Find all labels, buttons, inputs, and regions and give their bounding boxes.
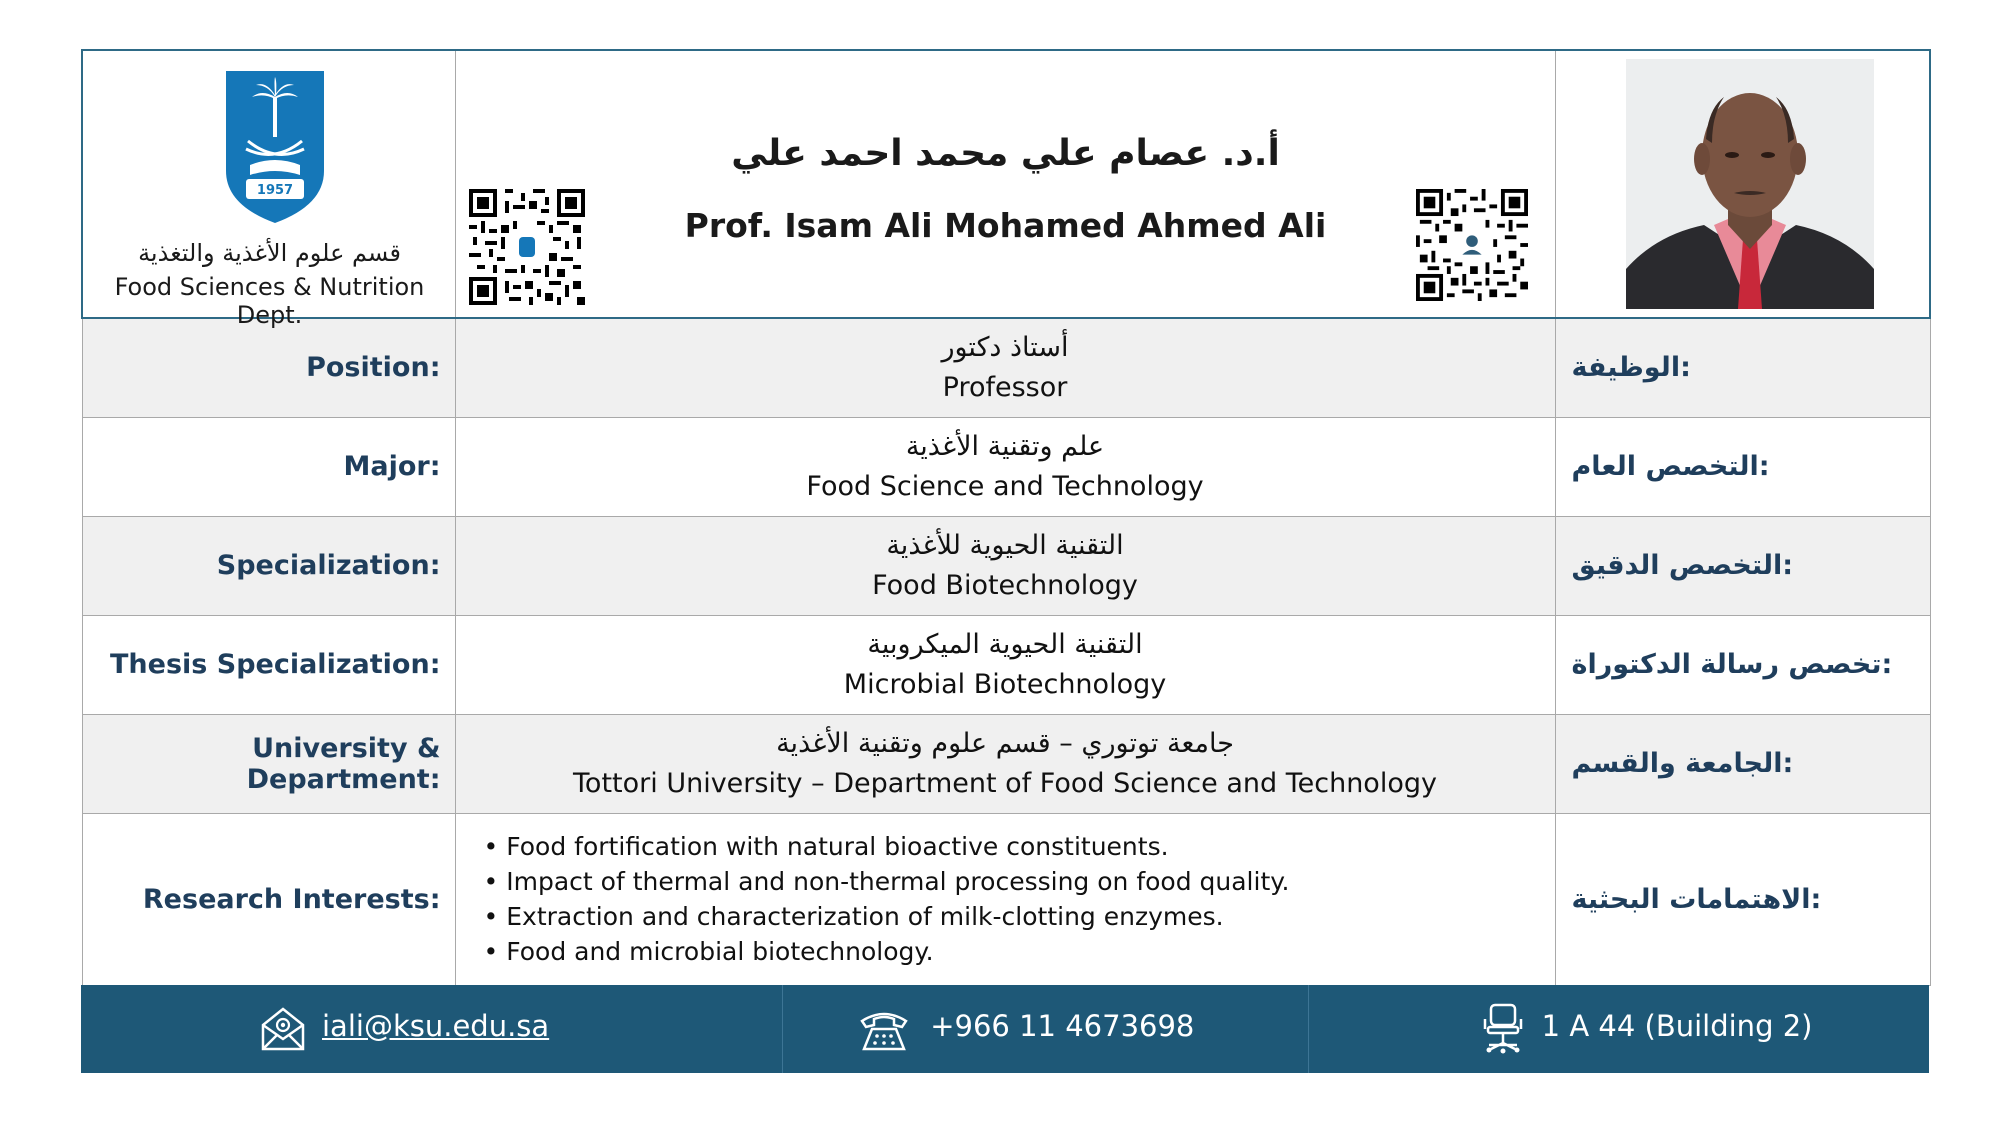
university-value-arabic: جامعة توتوري – قسم علوم وتقنية الأغذية	[776, 727, 1234, 759]
major-label-arabic: التخصص العام:	[1555, 417, 1930, 516]
research-label: Research Interests:	[82, 813, 455, 985]
thesis-label: Thesis Specialization:	[82, 615, 455, 714]
email-link[interactable]: iali@ksu.edu.sa	[322, 1009, 550, 1043]
position-label-arabic: الوظيفة:	[1555, 318, 1930, 417]
specialization-row	[82, 516, 1930, 615]
specialization-value-arabic: التقنية الحيوية للأغذية	[886, 529, 1124, 561]
major-value-arabic: علم وتقنية الأغذية	[905, 430, 1105, 462]
logo-year: 1957	[256, 183, 294, 198]
university-value	[455, 714, 1555, 813]
major-row	[82, 417, 1930, 516]
faculty-photo	[1626, 59, 1874, 309]
university-value-english: Tottori University – Department of Food Science and Technology	[573, 767, 1437, 799]
specialization-value-english: Food Biotechnology	[872, 569, 1138, 601]
phone-number[interactable]: +966 11 4673698	[930, 1009, 1195, 1043]
university-logo	[222, 67, 328, 227]
thesis-value	[455, 615, 1555, 714]
research-list	[456, 829, 1555, 969]
qr-code-right[interactable]	[1416, 189, 1528, 301]
university-label-arabic: الجامعة والقسم:	[1555, 714, 1930, 813]
position-label: Position:	[82, 318, 455, 417]
photo-cell	[1555, 50, 1930, 318]
position-value	[455, 318, 1555, 417]
university-row	[82, 714, 1930, 813]
contact-footer	[81, 985, 1929, 1073]
major-value	[455, 417, 1555, 516]
office-location: 1 A 44 (Building 2)	[1541, 1009, 1813, 1043]
specialization-label-arabic: التخصص الدقيق:	[1555, 516, 1930, 615]
university-label: University & Department:	[82, 714, 455, 813]
specialization-value	[455, 516, 1555, 615]
department-name-english: Food Sciences & Nutrition Dept.	[114, 273, 425, 329]
logo-cell	[82, 50, 455, 329]
position-row	[82, 318, 1930, 417]
faculty-name-arabic: أ.د. عصام علي محمد احمد علي	[731, 133, 1280, 174]
thesis-value-arabic: التقنية الحيوية الميكروبية	[867, 628, 1143, 660]
profile-card	[81, 49, 1929, 1073]
faculty-name-english: Prof. Isam Ali Mohamed Ahmed Ali	[684, 206, 1327, 245]
department-name-arabic: قسم علوم الأغذية والتغذية	[138, 239, 401, 267]
header-row	[82, 50, 1930, 318]
research-row	[82, 813, 1930, 985]
research-item: • Food fortification with natural bioactive constituents.	[484, 829, 1555, 864]
office-chair-icon	[1477, 1003, 1529, 1055]
major-label: Major:	[82, 417, 455, 516]
research-list-cell	[455, 813, 1555, 985]
thesis-row	[82, 615, 1930, 714]
research-item: • Extraction and characterization of milk-clotting enzymes.	[484, 899, 1555, 934]
email-section	[81, 985, 783, 1073]
position-value-arabic: أستاذ دكتور	[941, 331, 1069, 363]
phone-section	[783, 985, 1308, 1073]
research-item: • Impact of thermal and non-thermal processing on food quality.	[484, 864, 1555, 899]
profile-table	[81, 49, 1931, 986]
office-section	[1309, 985, 1929, 1073]
thesis-label-arabic: تخصص رسالة الدكتوراة:	[1555, 615, 1930, 714]
research-label-arabic: الاهتمامات البحثية:	[1555, 813, 1930, 985]
email-icon	[257, 1003, 309, 1055]
phone-icon	[858, 1003, 910, 1055]
position-value-english: Professor	[942, 371, 1068, 403]
specialization-label: Specialization:	[82, 516, 455, 615]
name-cell	[455, 50, 1555, 318]
research-item: • Food and microbial biotechnology.	[484, 934, 1555, 969]
thesis-value-english: Microbial Biotechnology	[843, 668, 1167, 700]
major-value-english: Food Science and Technology	[806, 470, 1204, 502]
